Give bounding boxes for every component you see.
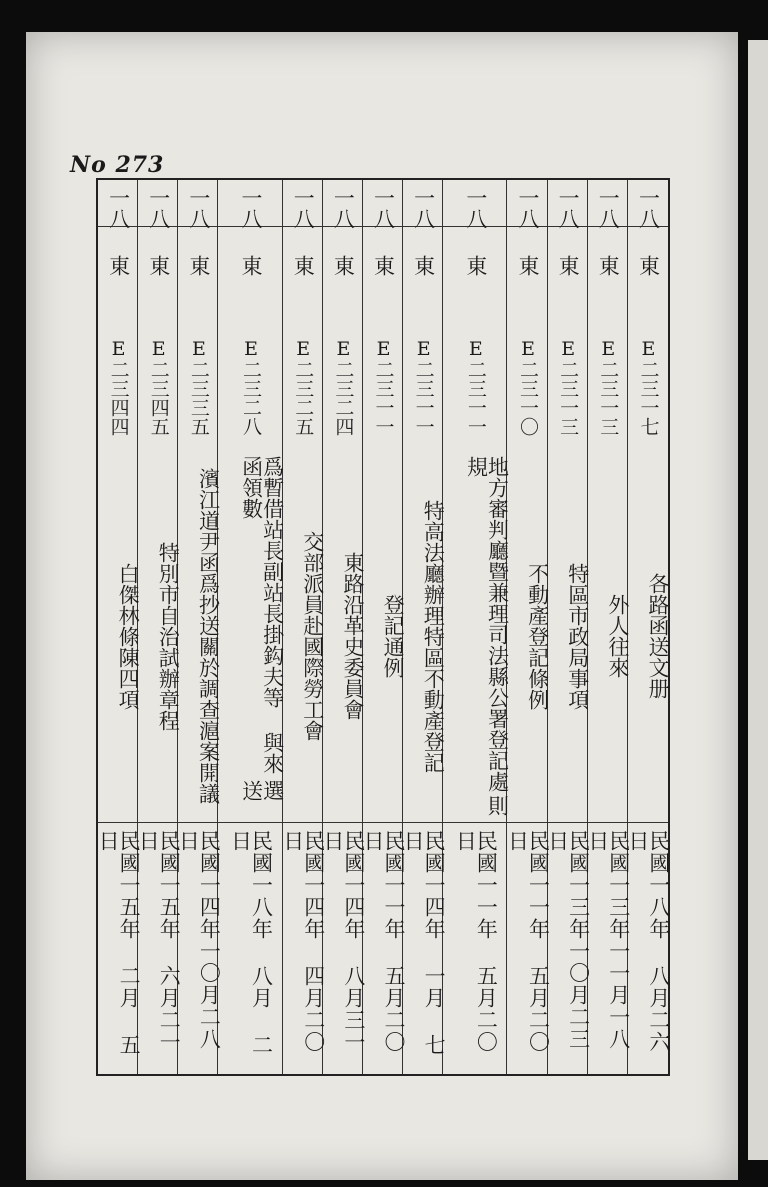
title-line: 特高法廳辦理特區不動產登記 [421, 499, 446, 773]
title-line: 交部派員赴國際勞工會 [300, 531, 325, 741]
cell-number: 一八 [411, 187, 436, 229]
cell-region: 東 [516, 254, 541, 276]
cell-date: 民國一五年 二月 五日 [96, 830, 142, 1056]
cell-title [628, 456, 668, 816]
title-line: 外人往來 [605, 594, 630, 678]
table-column [280, 180, 326, 1074]
cell-number: 一八 [516, 187, 541, 229]
cell-region: 東 [556, 254, 581, 276]
cell-title [323, 456, 363, 816]
cell-code: E二三一一 [372, 338, 395, 436]
cell-title [363, 456, 406, 816]
title-line: 各路函送文册 [646, 573, 670, 699]
cell-number: 一八 [239, 187, 264, 229]
cell-number: 一八 [556, 187, 581, 229]
cell-code: E二三一七 [637, 338, 660, 436]
cell-region: 東 [291, 254, 316, 276]
cell-region: 東 [596, 254, 621, 276]
cell-region: 東 [239, 254, 264, 276]
cell-date: 民國一五年 六月二一日 [136, 830, 182, 1053]
cell-date: 民國一三年一〇月二三日 [545, 830, 591, 1050]
cell-date: 民國一四年一〇月二八日 [176, 830, 222, 1050]
title-line: 地方審判廳暨兼理司法縣公署登記處規 [464, 456, 510, 792]
title-line: 特區市政局事項 [565, 562, 590, 710]
title-line: 特別市自治試辦章程 [156, 541, 181, 731]
cell-region: 東 [146, 254, 171, 276]
cell-date: 民國一三年一一月一八日 [585, 830, 631, 1050]
cell-code: E二三一〇 [517, 338, 540, 436]
cell-region: 東 [463, 254, 488, 276]
table-column [505, 180, 551, 1074]
title-line: 東路沿革史委員會 [340, 552, 365, 720]
cell-title [138, 456, 181, 816]
cell-date: 民國一一年 五月二〇日 [505, 830, 551, 1053]
cell-title [443, 456, 510, 816]
cell-region: 東 [331, 254, 356, 276]
cell-region: 東 [411, 254, 436, 276]
cell-number: 一八 [331, 187, 356, 229]
title-line: 登記通例 [381, 594, 406, 678]
cell-date: 民國一一年 五月二〇日 [361, 830, 406, 1053]
cell-title [218, 456, 285, 816]
cell-code: E二三二四 [332, 338, 355, 436]
cell-date: 民國一四年 四月二〇日 [280, 830, 326, 1053]
cell-date: 民國一一年 五月二〇日 [453, 830, 499, 1053]
cell-title [548, 456, 588, 816]
cell-code: E二三三五 [187, 338, 210, 436]
cell-code: E二三四五 [147, 338, 170, 436]
table-column [585, 180, 631, 1074]
cell-code: E二三二八 [240, 338, 263, 436]
title-line: 白傑林條陳四項 [116, 562, 141, 710]
cell-code: E二三四四 [107, 338, 130, 436]
cell-date: 民國一四年 八月三一日 [320, 830, 366, 1053]
cell-date: 民國一八年 八月 二日 [228, 830, 274, 1056]
title-line: 濱江道尹函爲抄送關於調查滬案開議 [196, 468, 221, 804]
cell-number: 一八 [146, 187, 171, 229]
cell-code: E二三一三 [597, 338, 620, 436]
cell-region: 東 [371, 254, 396, 276]
title-line: 爲暫借站長副站長掛鈎夫等 與來函領數 [239, 456, 285, 774]
cell-code: E二三一一 [412, 338, 435, 436]
cell-title [588, 456, 628, 816]
cell-number: 一八 [371, 187, 396, 229]
cell-title [98, 456, 141, 816]
table-column [217, 180, 285, 1074]
table-column [545, 180, 591, 1074]
cell-number: 一八 [106, 187, 131, 229]
cell-number: 一八 [186, 187, 211, 229]
cell-date: 民國一八年 八月二六日 [625, 830, 671, 1053]
cell-number: 一八 [596, 187, 621, 229]
table-column [401, 180, 447, 1074]
table-column [320, 180, 366, 1074]
table-column [625, 180, 671, 1074]
cell-code: E二三一一 [464, 338, 487, 436]
title-line: 則 [485, 795, 510, 816]
cell-region: 東 [186, 254, 211, 276]
table-column [442, 180, 510, 1074]
table-column [136, 180, 182, 1074]
cell-title [507, 456, 550, 816]
cell-code: E二三一三 [557, 338, 580, 436]
cell-title [283, 456, 323, 816]
title-line: 不動產登記條例 [525, 562, 550, 710]
title-line: 選送 [239, 780, 285, 802]
adjacent-page-edge [748, 40, 768, 1160]
cell-title [178, 456, 221, 816]
cell-number: 一八 [463, 187, 488, 229]
cell-number: 一八 [291, 187, 316, 229]
cell-region: 東 [106, 254, 131, 276]
cell-region: 東 [636, 254, 661, 276]
catalog-table [96, 178, 670, 1076]
cell-number: 一八 [636, 187, 661, 229]
table-column [96, 180, 142, 1074]
cell-code: E二三二五 [292, 338, 315, 436]
cell-title [403, 456, 446, 816]
table-column [176, 180, 222, 1074]
page-number: No 273 [70, 152, 165, 178]
table-column [361, 180, 406, 1074]
cell-date: 民國一四年 一月 七日 [401, 830, 447, 1056]
